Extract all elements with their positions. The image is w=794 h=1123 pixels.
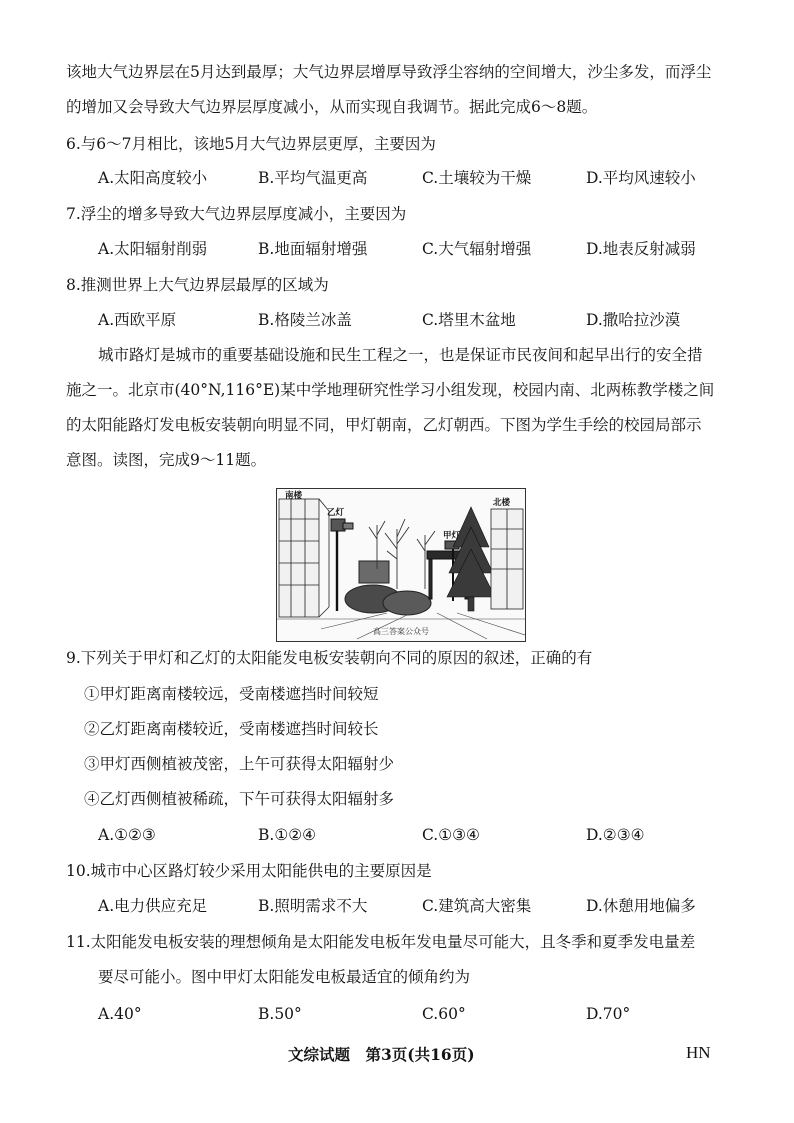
q11-option-a[interactable]: A.40° bbox=[98, 1005, 142, 1023]
north-building bbox=[491, 509, 523, 609]
q9-option-c[interactable]: C.①③④ bbox=[422, 826, 480, 844]
q8-option-c[interactable]: C.塔里木盆地 bbox=[422, 311, 516, 329]
q9-option-a[interactable]: A.①②③ bbox=[98, 826, 156, 844]
question-6-stem: 6.与6～7月相比，该地5月大气边界层更厚，主要因为 bbox=[66, 135, 436, 153]
garden-shrubs bbox=[345, 561, 431, 615]
question-11-options bbox=[0, 1004, 794, 1026]
south-building bbox=[279, 499, 329, 617]
passage-2-line-4: 意图。读图，完成9～11题。 bbox=[66, 451, 267, 469]
question-8-stem: 8.推测世界上大气边界层最厚的区域为 bbox=[66, 276, 329, 294]
q7-option-a[interactable]: A.太阳辐射削弱 bbox=[98, 240, 208, 258]
question-11-stem-line-1: 11.太阳能发电板安装的理想倾角是太阳能发电板年发电量尽可能大，且冬季和夏季发电量差 bbox=[66, 933, 696, 951]
q10-option-b[interactable]: B.照明需求不大 bbox=[258, 897, 368, 915]
passage-2-line-2: 施之一。北京市(40°N,116°E)某中学地理研究性学习小组发现，校园内南、北两栋教学楼之间 bbox=[66, 381, 715, 399]
q11-option-c[interactable]: C.60° bbox=[422, 1005, 466, 1023]
q9-option-b[interactable]: B.①②④ bbox=[258, 826, 317, 844]
page-footer-center: 文综试题 第3页(共16页) bbox=[288, 1045, 475, 1064]
q9-item-4: ④乙灯西侧植被稀疏，下午可获得太阳辐射多 bbox=[84, 790, 395, 808]
page-footer-code: HN bbox=[686, 1043, 711, 1062]
label-lamp-yi: 乙灯 bbox=[327, 508, 345, 518]
q11-option-b[interactable]: B.50° bbox=[258, 1005, 302, 1023]
q10-option-a[interactable]: A.电力供应充足 bbox=[98, 897, 208, 915]
label-south-building: 南楼 bbox=[285, 491, 303, 501]
question-6-options bbox=[0, 168, 794, 190]
question-10-stem: 10.城市中心区路灯较少采用太阳能供电的主要原因是 bbox=[66, 862, 432, 880]
passage-2-line-1: 城市路灯是城市的重要基础设施和民生工程之一，也是保证市民夜间和起早出行的安全措 bbox=[98, 346, 703, 364]
label-lamp-jia: 甲灯 bbox=[443, 531, 461, 541]
q10-option-d[interactable]: D.休憩用地偏多 bbox=[586, 897, 696, 915]
figure-watermark: 高三答案公众号 bbox=[373, 627, 429, 636]
q7-option-c[interactable]: C.大气辐射增强 bbox=[422, 240, 532, 258]
campus-sketch-figure bbox=[276, 488, 526, 642]
question-10-options bbox=[0, 896, 794, 918]
intro-line-1: 该地大气边界层在5月达到最厚；大气边界层增厚导致浮尘容纳的空间增大，沙尘多发，而浮尘 bbox=[66, 63, 712, 81]
question-9-options bbox=[0, 825, 794, 847]
passage-2-line-3: 的太阳能路灯发电板安装朝向明显不同，甲灯朝南，乙灯朝西。下图为学生手绘的校园局部示 bbox=[66, 416, 702, 434]
label-north-building: 北楼 bbox=[493, 498, 511, 508]
question-8-options bbox=[0, 310, 794, 332]
question-7-options bbox=[0, 239, 794, 261]
q10-option-c[interactable]: C.建筑高大密集 bbox=[422, 897, 532, 915]
q8-option-b[interactable]: B.格陵兰冰盖 bbox=[258, 311, 352, 329]
question-11-stem-line-2: 要尽可能小。图中甲灯太阳能发电板最适宜的倾角约为 bbox=[98, 968, 471, 986]
q6-option-c[interactable]: C.土壤较为干燥 bbox=[422, 169, 532, 187]
q9-item-3: ③甲灯西侧植被茂密，上午可获得太阳辐射少 bbox=[84, 755, 395, 773]
q8-option-d[interactable]: D.撒哈拉沙漠 bbox=[586, 311, 681, 329]
q6-option-d[interactable]: D.平均风速较小 bbox=[586, 169, 696, 187]
q9-item-2: ②乙灯距离南楼较近，受南楼遮挡时间较长 bbox=[84, 720, 379, 738]
q8-option-a[interactable]: A.西欧平原 bbox=[98, 311, 177, 329]
question-7-stem: 7.浮尘的增多导致大气边界层厚度减小，主要因为 bbox=[66, 205, 407, 223]
q9-item-1: ①甲灯距离南楼较远，受南楼遮挡时间较短 bbox=[84, 685, 379, 703]
question-9-stem: 9.下列关于甲灯和乙灯的太阳能发电板安装朝向不同的原因的叙述，正确的有 bbox=[66, 649, 593, 667]
q7-option-d[interactable]: D.地表反射减弱 bbox=[586, 240, 696, 258]
q11-option-d[interactable]: D.70° bbox=[586, 1005, 631, 1023]
q6-option-b[interactable]: B.平均气温更高 bbox=[258, 169, 368, 187]
intro-line-2: 的增加又会导致大气边界层厚度减小，从而实现自我调节。据此完成6～8题。 bbox=[66, 98, 598, 116]
q6-option-a[interactable]: A.太阳高度较小 bbox=[98, 169, 208, 187]
q9-option-d[interactable]: D.②③④ bbox=[586, 826, 645, 844]
q7-option-b[interactable]: B.地面辐射增强 bbox=[258, 240, 368, 258]
campus-sketch-drawing bbox=[277, 489, 525, 641]
